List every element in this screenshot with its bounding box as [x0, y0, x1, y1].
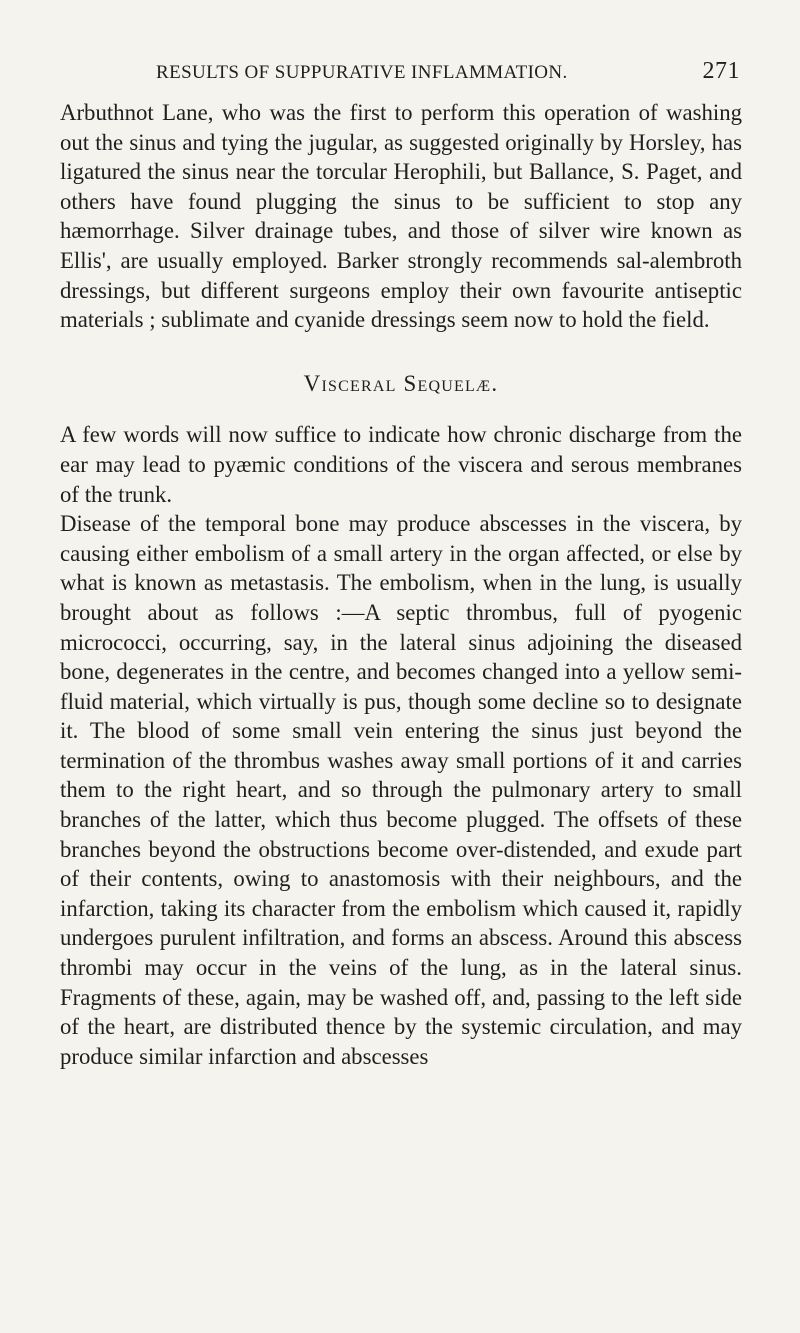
page-number: 271 [702, 58, 740, 84]
running-title: RESULTS OF SUPPURATIVE INFLAMMATION. [156, 62, 568, 83]
page-body [60, 98, 742, 1071]
page-header [60, 58, 742, 88]
section-heading: Visceral Sequelæ. [303, 370, 499, 396]
paragraph-introduction: A few words will now suffice to indicate how chronic discharge from the ear may lead to pyæmic conditions of the viscera and serous membranes of the trunk. [60, 422, 742, 507]
paragraph-embolism: Disease of the temporal bone may produce abscesses in the viscera, by causing either embolism of a small artery in the organ affected, or else by what is known as metastasis. The embolism, when in the lung, is usually brought about as follows :—A septic thrombus, full of pyogenic micrococci, occurring, say, in the lateral sinus adjoining the diseased bone, degenerates in the centre, and becomes changed into a yellow semi-fluid material, which virtually is pus, though some decline so to designate it. The blood of some small vein entering the sinus just beyond the termination of the thrombus washes away small portions of it and carries them to the right heart, and so through the pulmonary artery to small branches of the latter, which thus become plugged. The offsets of these branches beyond the obstructions become over-distended, and exude part of their contents, owing to anastomosis with their neighbours, and the infarction, taking its character from the embolism which caused it, rapidly undergoes purulent infiltration, and forms an abscess. Around this abscess thrombi may occur in the veins of the lung, as in the lateral sinus. Fragments of these, again, may be washed off, and, passing to the left side of the heart, are distributed thence by the systemic circulation, and may produce similar infarction and abscesses [60, 511, 742, 1069]
paragraph-surgical-treatment: Arbuthnot Lane, who was the first to perform this operation of washing out the sinus and tying the jugular, as suggested originally by Horsley, has ligatured the sinus near the torcular Herophili, but Ballance, S. Paget, and others have found plugging the sinus to be sufficient to stop any hæmorrhage. Silver drainage tubes, and those of silver wire known as Ellis', are usually employed. Barker strongly recommends sal-alembroth dressings, but different surgeons employ their own favourite antiseptic materials ; sublimate and cyanide dressings seem now to hold the field. [60, 100, 742, 333]
